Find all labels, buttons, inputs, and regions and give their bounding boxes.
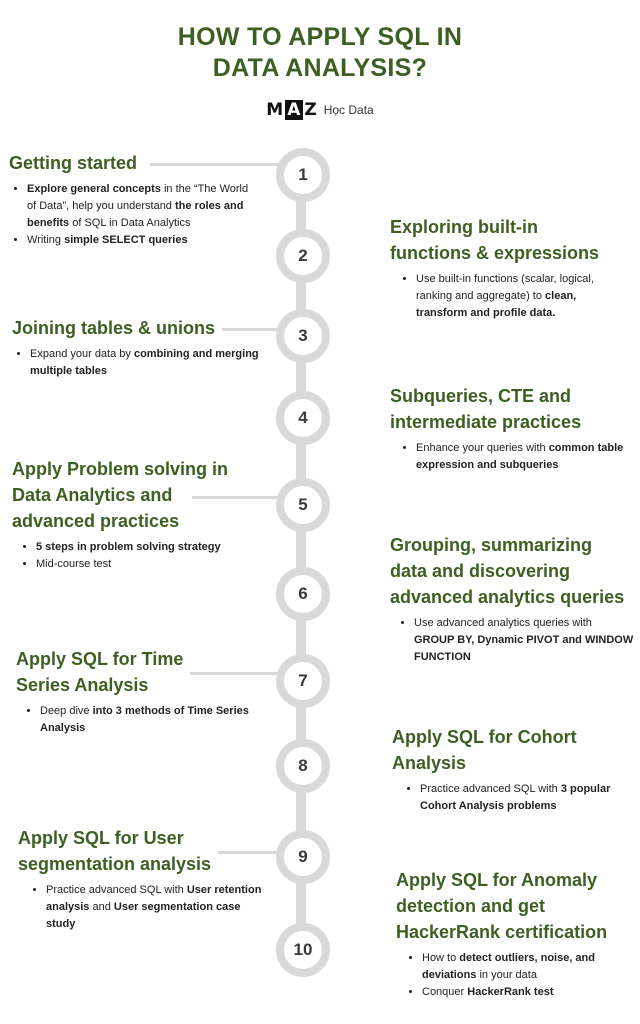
step-title-line: Apply SQL for User bbox=[18, 828, 184, 848]
step-5 bbox=[12, 456, 262, 573]
step-title-line: Getting started bbox=[9, 153, 138, 173]
step-bullets bbox=[12, 346, 262, 380]
bullet-emphasis: Explore general concepts bbox=[27, 183, 161, 195]
step-number-node: 6 bbox=[276, 567, 330, 621]
bullet-emphasis: into 3 methods of Time Series Analysis bbox=[40, 705, 249, 734]
step-title-line: data and discovering bbox=[390, 561, 571, 581]
bullet-emphasis: HackerRank test bbox=[467, 986, 554, 998]
step-2 bbox=[390, 214, 630, 322]
step-title bbox=[12, 315, 262, 341]
step-title-line: HackerRank certification bbox=[396, 922, 608, 942]
bullet-item bbox=[414, 615, 635, 666]
brand-logo bbox=[0, 100, 640, 120]
bullet-emphasis: simple SELECT queries bbox=[64, 234, 188, 246]
step-title bbox=[396, 867, 636, 945]
title-line-2: DATA ANALYSIS? bbox=[212, 54, 428, 82]
bullet-item bbox=[46, 882, 268, 933]
step-number-node: 8 bbox=[276, 739, 330, 793]
step-bullets bbox=[18, 539, 262, 573]
step-number-node: 9 bbox=[276, 830, 330, 884]
step-number-node: 1 bbox=[276, 148, 330, 202]
bullet-text: Conquer bbox=[422, 986, 468, 998]
step-title bbox=[392, 724, 632, 776]
bullet-emphasis: User retention analysis bbox=[46, 884, 262, 913]
step-8 bbox=[392, 724, 632, 815]
bullet-emphasis: combining and merging multiple tables bbox=[30, 348, 259, 377]
step-title-line: Analysis bbox=[392, 753, 467, 773]
step-number-node: 10 bbox=[276, 923, 330, 977]
bullet-text: in the “The World of Data”, help you understand bbox=[27, 183, 249, 212]
step-title bbox=[18, 825, 268, 877]
bullet-emphasis: detect outliers, noise, and deviations bbox=[422, 952, 595, 981]
bullet-text: How to bbox=[422, 952, 460, 964]
step-title-line: Apply SQL for Cohort bbox=[392, 727, 577, 747]
bullet-item bbox=[422, 984, 636, 1001]
bullet-text: Use advanced analytics queries with bbox=[414, 617, 592, 629]
bullet-text: and bbox=[89, 901, 114, 913]
step-bullets bbox=[22, 703, 266, 737]
bullet-item bbox=[422, 950, 636, 984]
step-title bbox=[12, 456, 262, 534]
bullet-item bbox=[30, 346, 262, 380]
title-line-1: HOW TO APPLY SQL IN bbox=[177, 23, 463, 51]
step-bullets bbox=[404, 950, 636, 1001]
step-bullets bbox=[28, 882, 268, 933]
step-number-node: 4 bbox=[276, 391, 330, 445]
bullet-item bbox=[27, 232, 259, 249]
logo-letter-m: M bbox=[266, 100, 285, 120]
step-title-line: advanced analytics queries bbox=[390, 587, 625, 607]
bullet-item bbox=[416, 271, 630, 322]
step-10 bbox=[396, 867, 636, 1001]
step-title-line: intermediate practices bbox=[390, 412, 582, 432]
step-6 bbox=[390, 532, 635, 666]
step-title-line: advanced practices bbox=[12, 511, 180, 531]
step-title bbox=[390, 383, 630, 435]
bullet-text: of SQL in Data Analytics bbox=[69, 217, 191, 229]
step-title-line: Data Analytics and bbox=[12, 485, 173, 505]
bullet-emphasis: common table expression and subqueries bbox=[416, 442, 624, 471]
step-title-line: Grouping, summarizing bbox=[390, 535, 593, 555]
step-7 bbox=[16, 646, 266, 737]
bullet-emphasis: GROUP BY, Dynamic PIVOT and WINDOW FUNCTION bbox=[414, 634, 634, 663]
brand-name: Học Data bbox=[323, 103, 374, 117]
step-title-line: Exploring built-in bbox=[390, 217, 538, 237]
step-title-line: detection and get bbox=[396, 896, 546, 916]
bullet-text: Use built-in functions (scalar, logical, ranking and aggregate) to bbox=[416, 273, 594, 302]
step-title-line: Joining tables & unions bbox=[12, 318, 216, 338]
logo-letter-a: A bbox=[287, 100, 302, 120]
bullet-text: in your data bbox=[476, 969, 537, 981]
step-title bbox=[390, 214, 630, 266]
step-number-node: 7 bbox=[276, 654, 330, 708]
bullet-text: Practice advanced SQL with bbox=[46, 884, 187, 896]
bullet-emphasis: 3 popular Cohort Analysis problems bbox=[420, 783, 611, 812]
bullet-text: Writing bbox=[27, 234, 65, 246]
bullet-item bbox=[36, 539, 262, 556]
bullet-text: Deep dive bbox=[40, 705, 93, 717]
step-title-line: Subqueries, CTE and bbox=[390, 386, 572, 406]
step-title-line: Apply SQL for Time bbox=[16, 649, 184, 669]
bullet-text: Mid-course test bbox=[36, 558, 112, 570]
step-title bbox=[390, 532, 635, 610]
step-bullets bbox=[9, 181, 259, 249]
bullet-item bbox=[27, 181, 259, 232]
bullet-emphasis: the roles and benefits bbox=[27, 200, 244, 229]
step-title-line: Apply Problem solving in bbox=[12, 459, 229, 479]
bullet-emphasis: clean, transform and profile data. bbox=[416, 290, 577, 319]
step-4 bbox=[390, 383, 630, 474]
bullet-item bbox=[40, 703, 266, 737]
step-bullets bbox=[398, 271, 630, 322]
bullet-item bbox=[416, 440, 630, 474]
bullet-text: Expand your data by bbox=[30, 348, 134, 360]
step-title-line: functions & expressions bbox=[390, 243, 600, 263]
step-number-node: 2 bbox=[276, 229, 330, 283]
maz-logo-mark bbox=[266, 100, 317, 120]
bullet-text: Enhance your queries with bbox=[416, 442, 549, 454]
step-title-line: Series Analysis bbox=[16, 675, 149, 695]
bullet-emphasis: User segmentation case study bbox=[46, 901, 241, 930]
step-bullets bbox=[402, 781, 632, 815]
step-9 bbox=[18, 825, 268, 933]
step-1 bbox=[9, 150, 259, 249]
step-3 bbox=[12, 315, 262, 380]
bullet-text: Practice advanced SQL with bbox=[420, 783, 561, 795]
step-number-node: 5 bbox=[276, 478, 330, 532]
bullet-item bbox=[36, 556, 262, 573]
bullet-emphasis: 5 steps in problem solving strategy bbox=[36, 541, 221, 553]
step-title bbox=[16, 646, 266, 698]
step-bullets bbox=[398, 440, 630, 474]
step-title-line: Apply SQL for Anomaly bbox=[396, 870, 598, 890]
bullet-item bbox=[420, 781, 632, 815]
step-title bbox=[9, 150, 259, 176]
page-title bbox=[0, 22, 640, 84]
logo-letter-z: Z bbox=[304, 100, 318, 120]
step-title-line: segmentation analysis bbox=[18, 854, 212, 874]
step-number-node: 3 bbox=[276, 309, 330, 363]
step-bullets bbox=[396, 615, 635, 666]
